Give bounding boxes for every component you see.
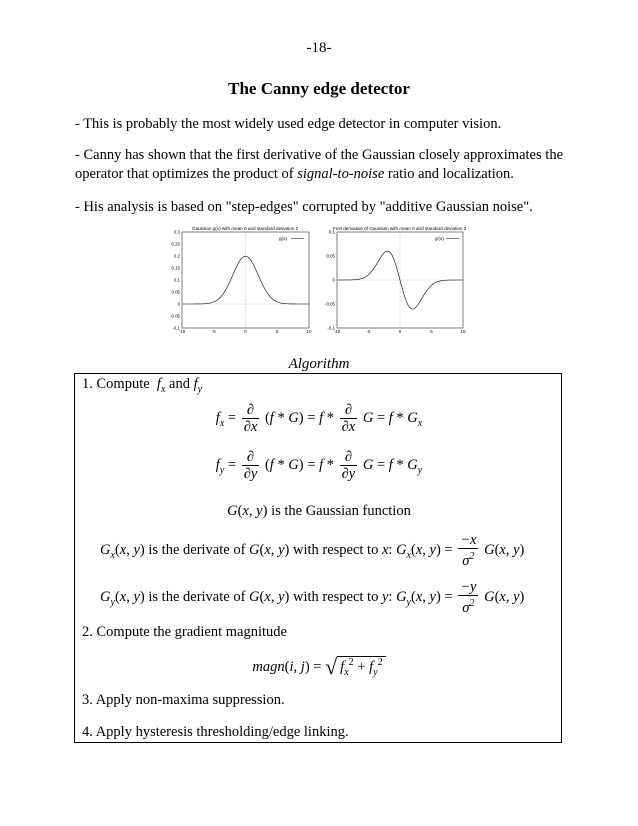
- gx-text: is the derivate of: [148, 541, 246, 558]
- algorithm-title: Algorithm: [288, 356, 350, 372]
- y-tick-label: -0.05: [324, 301, 335, 307]
- x-tick-label: -10: [178, 329, 186, 334]
- x-tick-labels: [179, 329, 312, 334]
- x-tick-label: 5: [430, 329, 433, 334]
- algorithm-box: [74, 373, 562, 743]
- x-tick-label: 10: [460, 329, 466, 334]
- paragraph-2-emphasis: signal-to-noise: [297, 166, 385, 182]
- y-tick-label: 0.25: [171, 241, 180, 247]
- y-tick-label: 0.1: [328, 229, 335, 235]
- x-tick-label: -10: [333, 329, 341, 334]
- plot-title: Gaussian g(x) with mean 0 and standard deviation 2: [192, 226, 299, 231]
- y-tick-label: 0: [332, 277, 335, 283]
- x-tick-label: -5: [366, 329, 371, 334]
- gaussian-function-line: G(x, y) is the Gaussian function: [227, 503, 411, 519]
- y-tick-label: 0: [177, 301, 180, 307]
- gaussian-plot-svg: [166, 222, 312, 346]
- paragraph-2-tail: ratio and localization.: [384, 166, 514, 182]
- derivative-plot-svg: [315, 222, 475, 346]
- x-tick-label: -5: [211, 329, 216, 334]
- legend-label: g(x): [279, 236, 287, 241]
- page-number: -18-: [306, 40, 332, 56]
- x-tick-labels: [334, 329, 466, 334]
- gy-text: is the derivate of: [148, 588, 246, 605]
- step-2: 2. Compute the gradient magnitude: [82, 624, 287, 640]
- paragraph-2: [75, 146, 563, 184]
- step-3: 3. Apply non-maxima suppression.: [82, 692, 285, 708]
- step-1-label: 1. Compute: [82, 376, 150, 392]
- gaussian-function-text: is the Gaussian function: [271, 503, 411, 519]
- y-tick-label: 0.3: [173, 229, 180, 235]
- x-tick-label: 0: [398, 329, 402, 334]
- y-tick-label: -0.05: [169, 313, 180, 319]
- page-title: The Canny edge detector: [228, 79, 410, 98]
- x-tick-label: 0: [244, 329, 247, 334]
- gy-definition: $G_y(x$, y) is the derivate of G(x, y) with respect to y: $G_y(x$, y) = $\frac{-y}{\sigma^2}$ G(x, y): [100, 579, 525, 616]
- y-tick-label: 0.2: [173, 253, 180, 259]
- gaussian-plot: [166, 222, 312, 346]
- gx-definition: $G_x(x$, y) is the derivate of G(x, y) with respect to x: $G_x(x$, y) = $\frac{-x}{\sigma^2}$ G(x, y): [100, 532, 525, 569]
- y-tick-labels: [325, 230, 336, 331]
- step-1: 1. Compute $f_x$ and $f_y$: [82, 376, 203, 395]
- paragraph-3: - His analysis is based on "step-edges" corrupted by "additive Gaussian noise".: [75, 199, 533, 215]
- y-tick-label: -0.1: [172, 325, 180, 331]
- gaussian-derivative-plot: [315, 222, 475, 346]
- y-tick-label: 0.05: [171, 289, 180, 295]
- gx-wrt: with respect to: [292, 541, 379, 558]
- plot-title: First derivative of Gaussian with mean 0 and standard deviation 2: [333, 226, 467, 231]
- paragraph-1: - This is probably the most widely used edge detector in computer vision.: [75, 116, 502, 132]
- step-4: 4. Apply hysteresis thresholding/edge linking.: [82, 724, 349, 740]
- magnitude-equation: magn(i, j) = √ $f_x^2 + f_y^2$: [75, 654, 563, 680]
- x-tick-label: 10: [306, 329, 312, 334]
- y-tick-labels: [170, 230, 181, 331]
- legend-label: g'(x): [435, 236, 444, 241]
- y-tick-label: 0.05: [326, 253, 335, 259]
- y-tick-label: -0.1: [327, 325, 335, 331]
- gy-wrt: with respect to: [292, 588, 379, 605]
- fx-equation: $f_x$ = $\frac{\partial}{\partial x}$ (f * G) = f * $\frac{\partial}{\partial x}$ $G = f * G_x$: [215, 402, 423, 435]
- y-tick-label: 0.1: [173, 277, 180, 283]
- and-word: and: [169, 376, 190, 392]
- fy-equation: $f_y$ = $\frac{\partial}{\partial y}$ (f * G) = f * $\frac{\partial}{\partial y}$ $G = f * G_y$: [215, 449, 423, 482]
- x-tick-label: 5: [276, 329, 279, 334]
- paragraph-2-text: - Canny has shown that the first derivative of the Gaussian closely approximates the operator that optimizes the product of: [75, 147, 563, 182]
- y-tick-label: 0.15: [171, 265, 180, 271]
